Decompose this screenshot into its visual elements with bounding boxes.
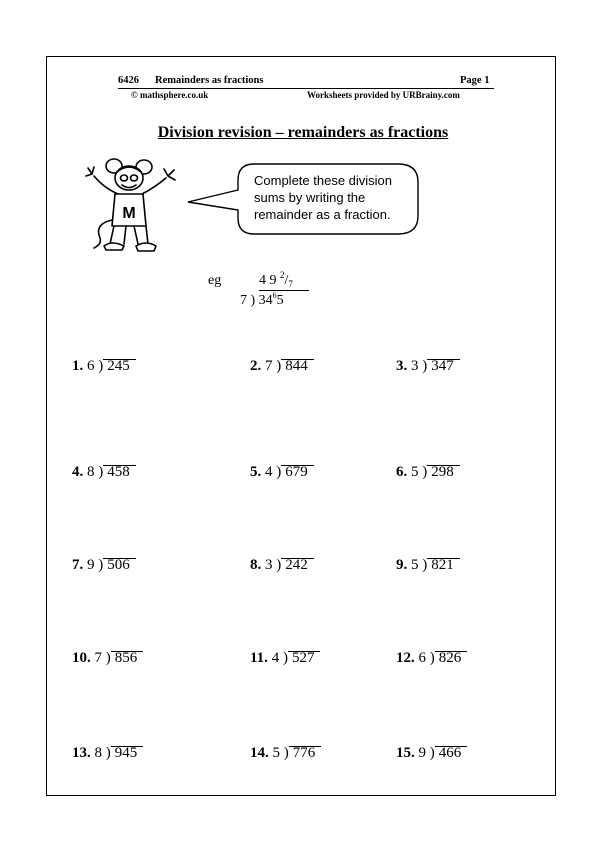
problem-divisor: 9 — [87, 557, 95, 573]
problem-number: 9. — [396, 557, 408, 573]
problem-number: 10. — [72, 650, 91, 666]
problem-dividend: 945 — [111, 745, 144, 762]
division-problem: 6. 5 ) 298 — [396, 464, 460, 486]
problem-number: 14. — [250, 745, 269, 761]
problem-number: 8. — [250, 557, 262, 573]
problem-number: 11. — [250, 650, 268, 666]
problem-dividend: 298 — [427, 464, 460, 481]
problem-divisor: 6 — [87, 358, 95, 374]
problem-number: 5. — [250, 464, 262, 480]
problem-dividend: 466 — [435, 745, 468, 762]
mascot-shirt-letter: M — [122, 205, 136, 222]
problem-dividend: 245 — [103, 358, 136, 375]
problem-number: 3. — [396, 358, 408, 374]
example-dividend-start: 34 — [258, 293, 273, 308]
problem-dividend: 506 — [103, 557, 136, 574]
division-problem: 3. 3 ) 347 — [396, 358, 460, 380]
division-problem: 15. 9 ) 466 — [396, 745, 467, 767]
problem-number: 2. — [250, 358, 262, 374]
problem-divisor: 9 — [418, 745, 426, 761]
problem-number: 12. — [396, 650, 415, 666]
example-label: eg — [208, 273, 222, 288]
problem-number: 1. — [72, 358, 84, 374]
division-problem: 9. 5 ) 821 — [396, 557, 460, 579]
division-problem: 11. 4 ) 527 — [250, 650, 320, 672]
problem-dividend: 242 — [281, 557, 314, 574]
problem-divisor: 4 — [265, 464, 273, 480]
example-answer-whole: 4 9 — [259, 273, 277, 288]
header-rule — [118, 88, 494, 89]
problem-number: 13. — [72, 745, 91, 761]
example-denominator: 7 — [288, 279, 293, 289]
division-problem: 5. 4 ) 679 — [250, 464, 314, 486]
problem-number: 15. — [396, 745, 415, 761]
problem-dividend: 826 — [435, 650, 468, 667]
problem-divisor: 5 — [411, 464, 419, 480]
example-answer: 4 9 $^2/_7$ — [259, 270, 293, 289]
problem-dividend: 527 — [288, 650, 321, 667]
example-dividend-end: 5 — [276, 293, 284, 308]
example-division: 7 ) $34^65$ — [240, 291, 284, 308]
problem-dividend: 347 — [427, 358, 460, 375]
problem-dividend: 821 — [427, 557, 460, 574]
problem-divisor: 7 — [265, 358, 273, 374]
problem-divisor: 8 — [87, 464, 95, 480]
division-problem: 13. 8 ) 945 — [72, 745, 143, 767]
division-problem: 10. 7 ) 856 — [72, 650, 143, 672]
mouse-mascot-illustration — [84, 158, 176, 258]
problem-divisor: 4 — [271, 650, 280, 666]
problem-number: 4. — [72, 464, 84, 480]
problem-dividend: 844 — [281, 358, 314, 375]
problem-dividend: 856 — [111, 650, 144, 667]
page-number: Page 1 — [460, 75, 490, 86]
example-carry: 6 — [272, 291, 277, 300]
worksheet-topic: Remainders as fractions — [155, 75, 264, 86]
problem-number: 6. — [396, 464, 408, 480]
problem-dividend: 458 — [103, 464, 136, 481]
problem-divisor: 6 — [418, 650, 426, 666]
problem-dividend: 679 — [281, 464, 314, 481]
problem-number: 7. — [72, 557, 84, 573]
problem-divisor: 3 — [265, 557, 273, 573]
division-problem: 7. 9 ) 506 — [72, 557, 136, 579]
worksheet-code: 6426 — [118, 75, 139, 86]
division-problem: 12. 6 ) 826 — [396, 650, 467, 672]
problem-dividend: 776 — [289, 745, 322, 762]
problem-divisor: 5 — [272, 745, 280, 761]
example-numerator: 2 — [280, 270, 285, 280]
division-problem: 8. 3 ) 242 — [250, 557, 314, 579]
problem-divisor: 7 — [94, 650, 102, 666]
division-problem: 1. 6 ) 245 — [72, 358, 136, 380]
worksheet-title: Division revision – remainders as fractions — [157, 124, 449, 141]
example-divisor: 7 — [240, 293, 247, 308]
problem-divisor: 5 — [411, 557, 419, 573]
provider-text: Worksheets provided by URBrainy.com — [307, 90, 460, 100]
problem-divisor: 8 — [94, 745, 102, 761]
division-problem: 2. 7 ) 844 — [250, 358, 314, 380]
division-problem: 14. 5 ) 776 — [250, 745, 321, 767]
division-problem: 4. 8 ) 458 — [72, 464, 136, 486]
instruction-text: Complete these division sums by writing the remainder as a fraction. — [254, 173, 393, 222]
copyright-text: © mathsphere.co.uk — [131, 90, 209, 100]
problem-divisor: 3 — [411, 358, 419, 374]
